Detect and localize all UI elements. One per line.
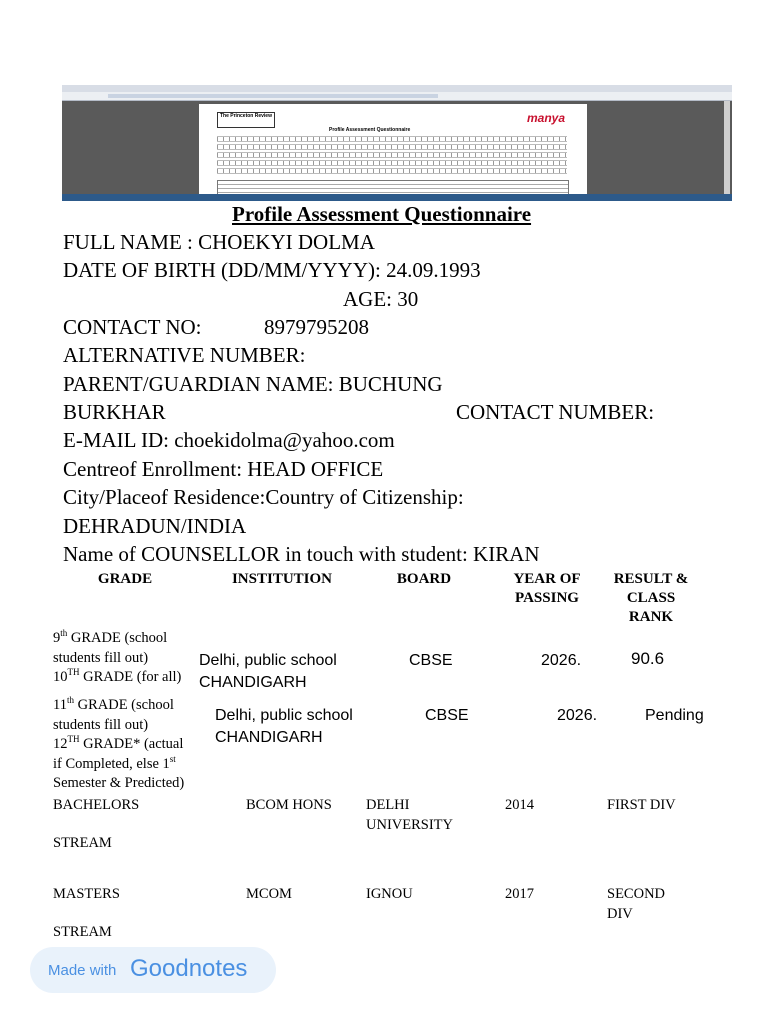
row2-board: CBSE <box>425 707 469 724</box>
row3-stream: STREAM <box>53 835 112 851</box>
row1-result: 90.6 <box>631 649 665 668</box>
pdf-page-preview <box>199 104 587 196</box>
row2-grade: 11th GRADE (school students fill out) 12TH GRADE* (actual if Completed, else 1st Semester & Predicted) <box>53 695 185 791</box>
centre-of-enrollment: Centreof Enrollment: HEAD OFFICE <box>63 457 384 481</box>
row4-board: IGNOU <box>366 886 413 902</box>
badge-small-text: Made with <box>48 962 117 979</box>
row1-board: CBSE <box>409 652 453 669</box>
contact-value: 8979795208 <box>264 315 369 339</box>
row1-grade: 9th GRADE (school students fill out) 10TH GRADE (for all) <box>53 628 182 685</box>
princeton-logo: The Princeton Review <box>217 112 275 128</box>
row3-course: BCOM HONS <box>246 797 332 813</box>
contact-label: CONTACT NO: <box>63 315 202 339</box>
header-board: BOARD <box>396 571 452 587</box>
preview-title: Profile Assessment Questionnaire <box>329 127 411 133</box>
form-title: Profile Assessment Questionnaire <box>232 202 532 226</box>
row1-institution: Delhi, public school CHANDIGARH <box>199 652 337 691</box>
guardian-contact-number: CONTACT NUMBER: <box>456 400 655 424</box>
row3-year: 2014 <box>505 797 534 813</box>
preview-field-row <box>217 160 567 166</box>
row2-institution: Delhi, public school CHANDIGARH <box>215 707 353 746</box>
row4-grade: MASTERS <box>53 886 120 902</box>
row4-stream: STREAM <box>53 924 112 940</box>
scrollbar <box>724 101 730 195</box>
preview-field-row <box>217 168 567 174</box>
made-with-goodnotes-badge[interactable] <box>30 947 276 993</box>
row2-result: Pending <box>645 707 704 724</box>
manya-logo: manya <box>526 111 565 125</box>
header-grade: GRADE <box>97 571 153 587</box>
counsellor-name: Name of COUNSELLOR in touch with student: KIRAN <box>63 542 540 566</box>
embedded-screenshot <box>62 85 732 201</box>
taskbar <box>62 194 732 201</box>
row2-year: 2026. <box>557 707 598 724</box>
preview-field-row <box>217 152 567 158</box>
row1-year: 2026. <box>541 652 582 669</box>
header-result: RESULT & CLASS RANK <box>613 571 689 625</box>
date-of-birth: DATE OF BIRTH (DD/MM/YYYY): 24.09.1993 <box>63 258 481 282</box>
guardian-name-cont: BURKHAR <box>63 400 166 424</box>
browser-titlebar <box>62 85 732 92</box>
full-name: FULL NAME : CHOEKYI DOLMA <box>63 230 375 254</box>
city-residence: City/Placeof Residence:Country of Citizenship: <box>63 485 464 509</box>
address-field <box>108 94 438 98</box>
row4-course: MCOM <box>246 886 292 902</box>
header-institution: INSTITUTION <box>231 571 333 587</box>
preview-field-row <box>217 144 567 150</box>
email: E-MAIL ID: choekidolma@yahoo.com <box>63 428 395 452</box>
badge-brand-text: Goodnotes <box>130 955 248 982</box>
age: AGE: 30 <box>343 287 419 311</box>
row4-year: 2017 <box>505 886 534 902</box>
header-year: YEAR OF PASSING <box>513 571 581 606</box>
city-value: DEHRADUN/INDIA <box>63 514 247 538</box>
alternative-number: ALTERNATIVE NUMBER: <box>63 343 306 367</box>
preview-field-row <box>217 136 567 142</box>
guardian-name: PARENT/GUARDIAN NAME: BUCHUNG <box>63 372 443 396</box>
row3-grade: BACHELORS <box>53 797 140 813</box>
row3-board: DELHI UNIVERSITY <box>366 797 453 833</box>
row3-result: FIRST DIV <box>607 797 676 813</box>
row4-result: SECOND DIV <box>607 886 666 922</box>
